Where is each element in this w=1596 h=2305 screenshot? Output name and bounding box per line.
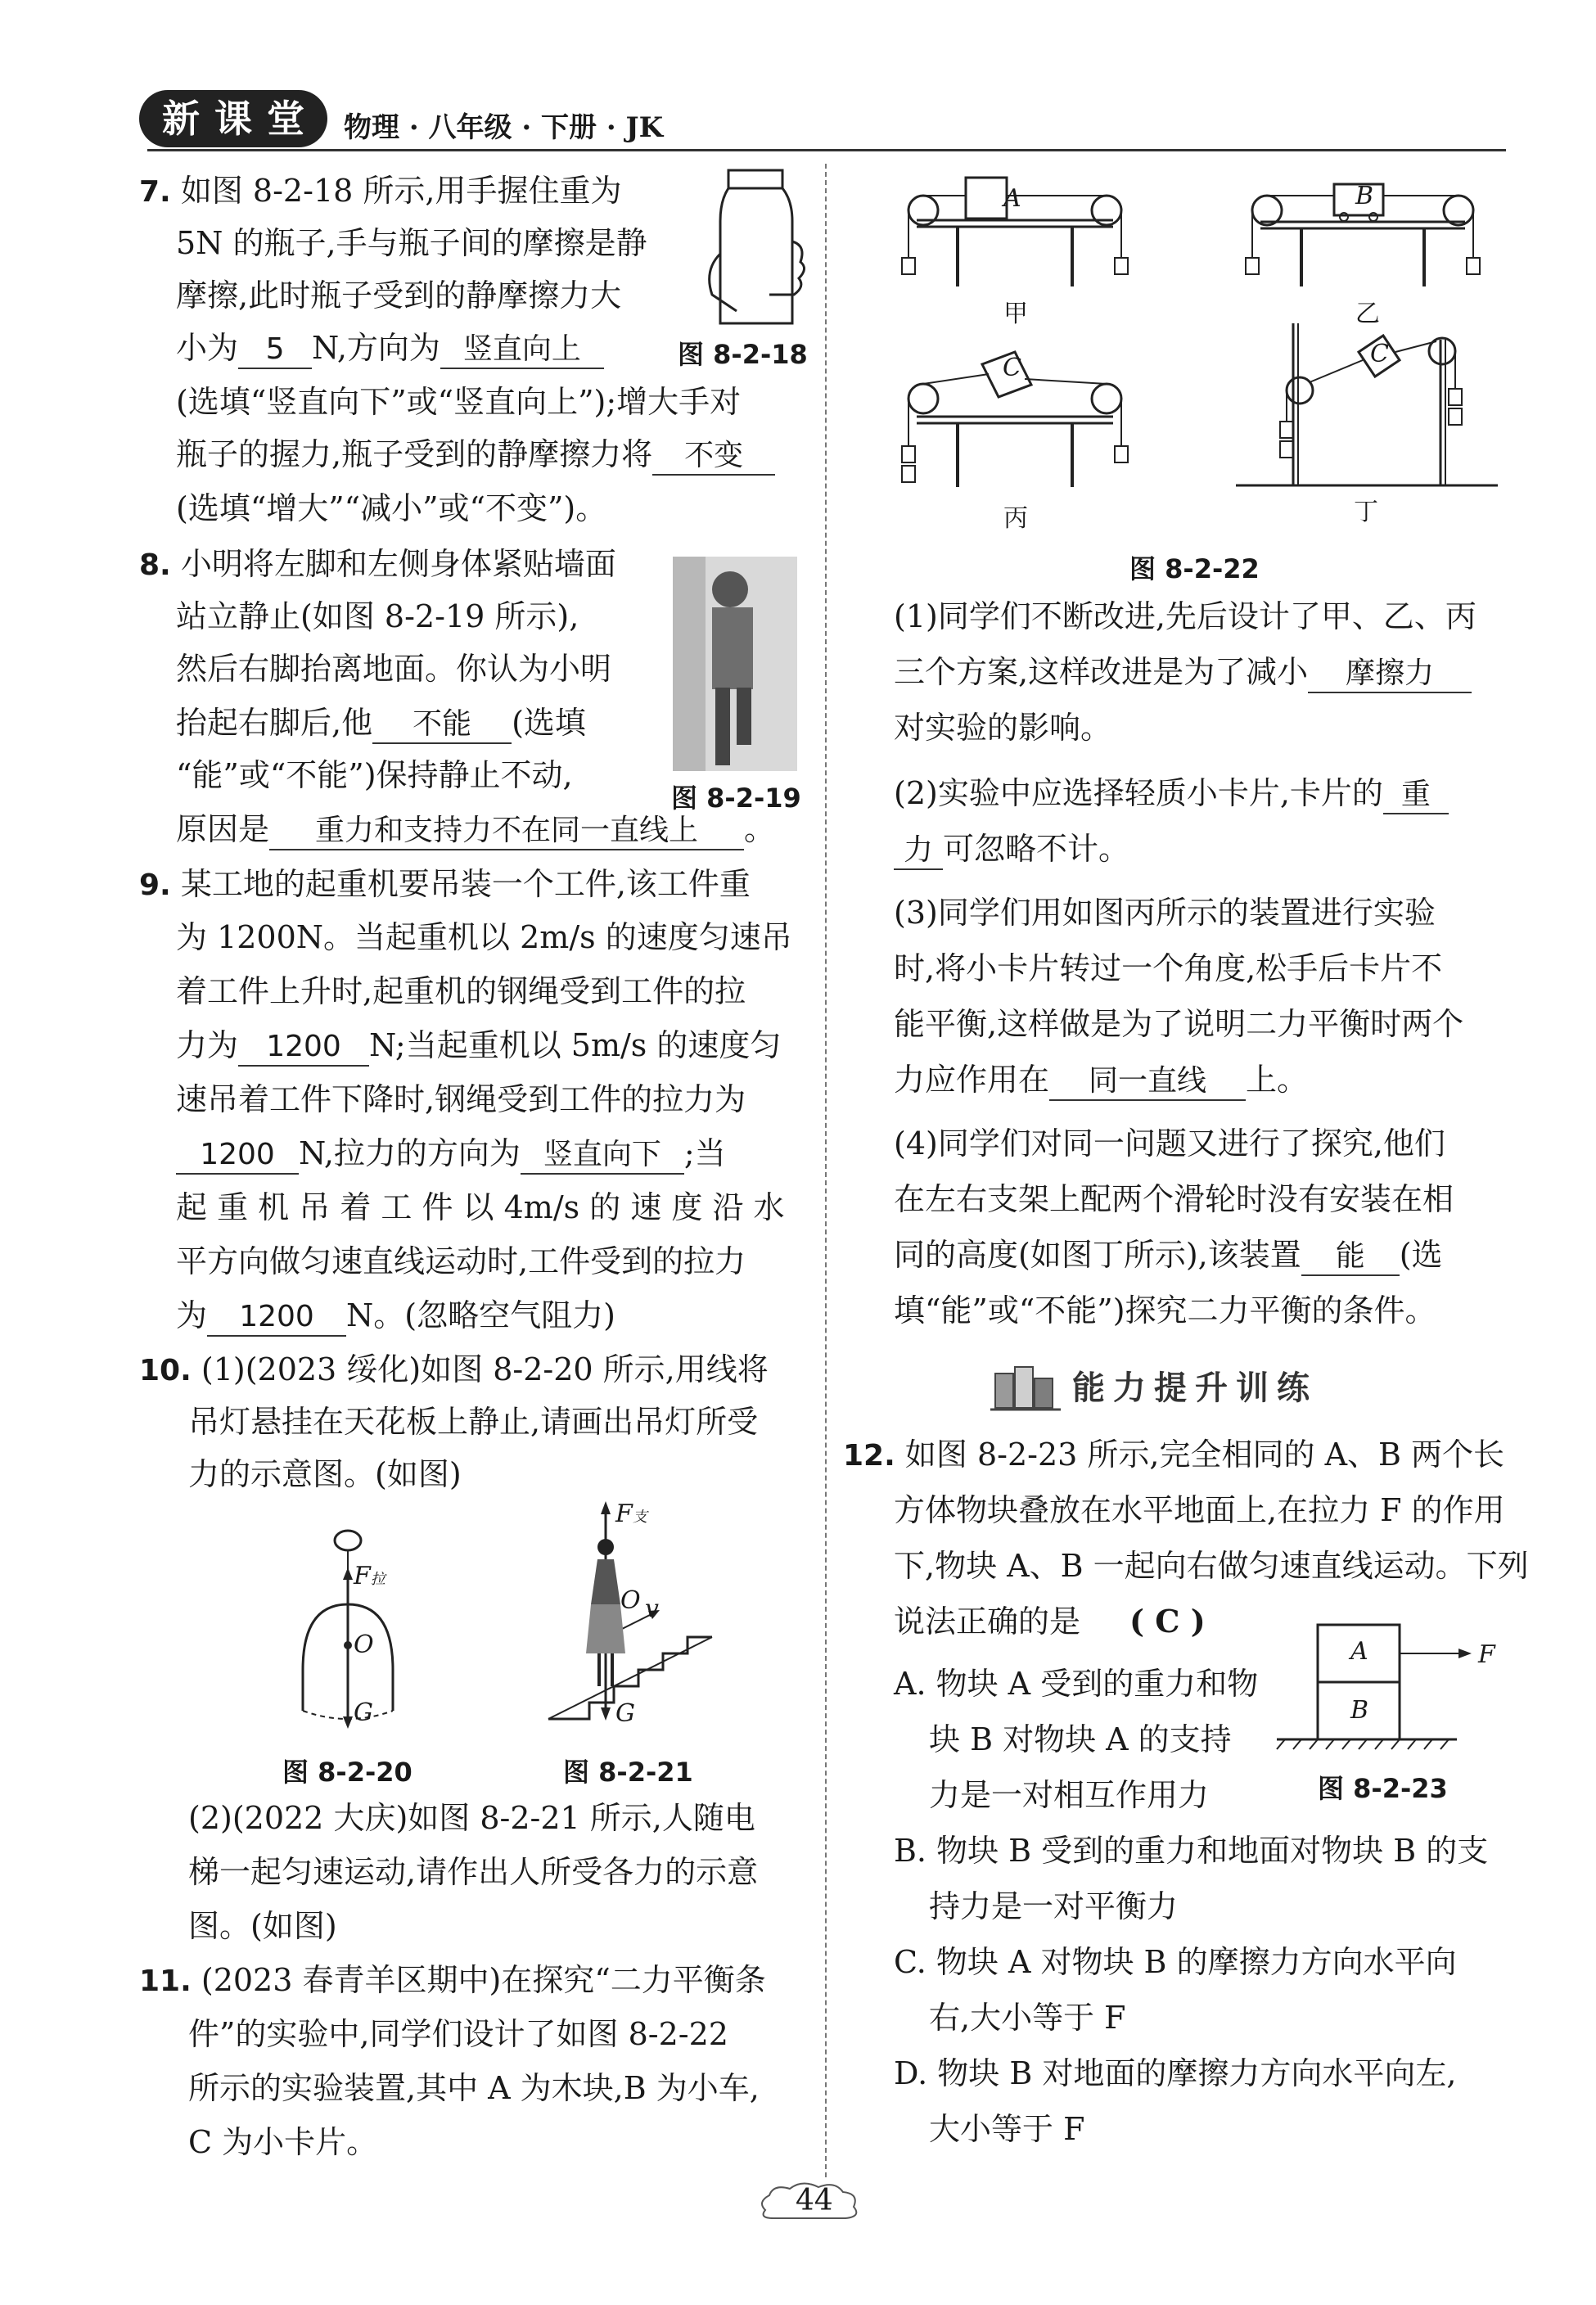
q9-answer-2: 1200 xyxy=(176,1137,299,1175)
q12-option-a-3: 力是一对相互作用力 xyxy=(929,1777,1210,1813)
q11-p4c: 同的高度(如图丁所示),该装置 xyxy=(894,1237,1301,1273)
q9-line-2: 为 1200N。当起重机以 2m/s 的速度匀速吊 xyxy=(176,919,792,955)
label-jia: 甲 xyxy=(1003,300,1028,328)
q9-line-5: 速吊着工件下降时,钢绳受到工件的拉力为 xyxy=(176,1081,746,1117)
q11-p3c: 能平衡,这样做是为了说明二力平衡时两个 xyxy=(894,1006,1464,1042)
q12-option-d-2: 大小等于 F xyxy=(929,2111,1085,2147)
q9-answer-4: 1200 xyxy=(207,1299,346,1337)
q8-line-5: “能”或“不能”)保持静止不动, xyxy=(176,757,573,793)
label-ding: 丁 xyxy=(1354,498,1378,526)
q7-line-1: 如图 8-2-18 所示,用手握住重为 xyxy=(180,173,622,209)
q10-line-5: 梯一起匀速运动,请作出人所受各力的示意 xyxy=(188,1854,759,1890)
q9-answer-1: 1200 xyxy=(238,1029,369,1067)
q9-line-4b: N;当起重机以 5m/s 的速度匀 xyxy=(369,1027,782,1063)
q12-option-c-1: C. 物块 A 对物块 B 的摩擦力方向水平向 xyxy=(894,1944,1457,1980)
q12-option-d-1: D. 物块 B 对地面的摩擦力方向水平向左, xyxy=(894,2055,1457,2091)
force-f-label: F xyxy=(1478,1640,1495,1669)
page-number: 44 xyxy=(796,2184,833,2217)
q12-line-1: 如图 8-2-23 所示,完全相同的 A、B 两个长 xyxy=(904,1437,1505,1473)
q12-option-b-1: B. 物块 B 受到的重力和地面对物块 B 的支 xyxy=(894,1833,1489,1869)
q10-line-1: (1)(2023 绥化)如图 8-2-20 所示,用线将 xyxy=(201,1351,769,1387)
q12-option-a-2: 块 B 对物块 A 的支持 xyxy=(929,1721,1232,1757)
escalator-force-f: F xyxy=(615,1500,633,1528)
q11-p3e: 上。 xyxy=(1246,1062,1309,1098)
q9-line-8: 平方向做匀速直线运动时,工件受到的拉力 xyxy=(176,1243,746,1279)
q11-answer-4: 能 xyxy=(1301,1238,1400,1276)
q12-option-a-1: A. 物块 A 受到的重力和物 xyxy=(894,1666,1259,1702)
q9-line-6b: ;当 xyxy=(683,1135,726,1171)
q11-line-3: 所示的实验装置,其中 A 为木块,B 为小车, xyxy=(188,2070,760,2106)
logo-char-3: 堂 xyxy=(267,97,304,141)
q7-answer-1: 5 xyxy=(238,332,312,369)
section-title: 能力提升训练 xyxy=(1072,1369,1318,1407)
q11-p4d: (选 xyxy=(1399,1237,1443,1273)
q12-line-2: 方体物块叠放在水平地面上,在拉力 F 的作用 xyxy=(894,1492,1505,1528)
q7-answer-3: 不变 xyxy=(652,438,775,476)
q8-number: 8. xyxy=(139,548,171,582)
q7-line-4b: N,方向为 xyxy=(312,330,440,366)
lamp-label-g: G xyxy=(354,1698,373,1727)
q8-line-2: 站立静止(如图 8-2-19 所示), xyxy=(176,598,579,634)
q12-answer: ( C ) xyxy=(1129,1603,1206,1640)
q11-line-2: 件”的实验中,同学们设计了如图 8-2-22 xyxy=(188,2016,728,2052)
q10-figure-caption-2: 图 8-2-21 xyxy=(563,1757,693,1788)
q9-number: 9. xyxy=(139,868,171,902)
q9-line-7: 起 重 机 吊 着 工 件 以 4m/s 的 速 度 沿 水 xyxy=(176,1189,785,1225)
block-a-label: A xyxy=(1003,184,1021,213)
block-a: A xyxy=(1350,1637,1368,1666)
q10-line-6: 图。(如图) xyxy=(188,1908,337,1944)
lamp-figure xyxy=(278,1522,409,1735)
label-bing: 丙 xyxy=(1003,504,1028,533)
books-icon xyxy=(990,1357,1064,1414)
q12-option-b-2: 持力是一对平衡力 xyxy=(929,1888,1179,1924)
logo-char-1: 新 xyxy=(162,97,200,141)
q11-line-4: C 为小卡片。 xyxy=(188,2124,378,2160)
q11-p3a: (3)同学们用如图丙所示的装置进行实验 xyxy=(894,895,1436,931)
header-rule xyxy=(147,149,1506,151)
header-subtitle: 物理 · 八年级 · 下册 · JK xyxy=(344,111,664,144)
logo-badge xyxy=(139,90,327,147)
q11-figure-caption: 图 8-2-22 xyxy=(1129,553,1260,584)
q8-line-4a: 抬起右脚后,他 xyxy=(176,705,373,741)
q11-p2b: 可忽略不计。 xyxy=(943,831,1130,867)
q7-number: 7. xyxy=(139,175,171,209)
lamp-force-subscript: 拉 xyxy=(370,1571,385,1588)
q7-line-7: (选填“增大”“减小”或“不变”)。 xyxy=(176,490,607,526)
q7-line-6a: 瓶子的握力,瓶子受到的静摩擦力将 xyxy=(176,436,653,472)
q9-line-6a: N,拉力的方向为 xyxy=(299,1135,521,1171)
lamp-force-f: F xyxy=(354,1562,371,1590)
q11-p2a: (2)实验中应选择轻质小卡片,卡片的 xyxy=(894,775,1383,811)
q10-line-4: (2)(2022 大庆)如图 8-2-21 所示,人随电 xyxy=(188,1800,755,1836)
escalator-label-v: v xyxy=(645,1595,659,1623)
q12-line-4: 说法正确的是 xyxy=(894,1604,1081,1640)
q11-p1c: 对实验的影响。 xyxy=(894,710,1112,746)
q8-figure-caption: 图 8-2-19 xyxy=(671,783,801,814)
block-b: B xyxy=(1350,1696,1369,1725)
escalator-force-subscript: 支 xyxy=(632,1509,647,1526)
q7-line-3: 摩擦,此时瓶子受到的静摩擦力大 xyxy=(176,277,622,313)
escalator-label-o: O xyxy=(620,1586,641,1615)
q9-answer-3: 竖直向下 xyxy=(521,1137,684,1175)
q12-option-c-2: 右,大小等于 F xyxy=(929,2000,1126,2036)
q10-number: 10. xyxy=(139,1354,192,1387)
q11-answer-2b: 力 xyxy=(894,832,943,870)
card-c-label-bing: C xyxy=(1003,354,1021,382)
bottle-hand-figure xyxy=(704,164,810,332)
person-against-wall-photo xyxy=(673,557,797,771)
q8-line-6a: 原因是 xyxy=(176,811,270,847)
q9-line-1: 某工地的起重机要吊装一个工件,该工件重 xyxy=(180,866,751,902)
q8-answer-1: 不能 xyxy=(372,706,512,744)
q9-line-4a: 力为 xyxy=(176,1027,239,1063)
q7-line-4a: 小为 xyxy=(176,330,239,366)
q7-line-5: (选填“竖直向下”或“竖直向上”);增大手对 xyxy=(176,384,742,420)
block-b-label: B xyxy=(1355,182,1374,210)
q12-figure-caption: 图 8-2-23 xyxy=(1318,1773,1448,1804)
q11-p4a: (4)同学们对同一问题又进行了探究,他们 xyxy=(894,1125,1445,1162)
q7-answer-2: 竖直向上 xyxy=(440,332,604,369)
q8-answer-2: 重力和支持力不在同一直线上 xyxy=(269,813,744,850)
card-c-label-ding: C xyxy=(1370,340,1389,368)
q11-p3d: 力应作用在 xyxy=(894,1062,1050,1098)
q10-line-3: 力的示意图。(如图) xyxy=(188,1456,462,1492)
q11-answer-3: 同一直线 xyxy=(1049,1063,1246,1101)
label-yi: 乙 xyxy=(1355,300,1380,328)
q7-line-2: 5N 的瓶子,手与瓶子间的摩擦是静 xyxy=(176,225,647,261)
q8-line-1: 小明将左脚和左侧身体紧贴墙面 xyxy=(180,546,616,582)
q8-line-6b: 。 xyxy=(744,811,776,847)
column-separator xyxy=(825,164,827,2177)
q10-line-2: 吊灯悬挂在天花板上静止,请画出吊灯所受 xyxy=(188,1404,759,1440)
q11-answer-2a: 重 xyxy=(1383,777,1449,814)
escalator-label-g: G xyxy=(615,1699,635,1728)
q11-line-1: (2023 春青羊区期中)在探究“二力平衡条 xyxy=(201,1962,766,1998)
q8-line-3: 然后右脚抬离地面。你认为小明 xyxy=(176,651,612,687)
q11-p3b: 时,将小卡片转过一个角度,松手后卡片不 xyxy=(894,950,1443,986)
q11-p1b: 三个方案,这样改进是为了减小 xyxy=(894,654,1309,690)
q11-p1a: (1)同学们不断改进,先后设计了甲、乙、丙 xyxy=(894,598,1477,634)
q12-line-3: 下,物块 A、B 一起向右做匀速直线运动。下列 xyxy=(894,1548,1529,1584)
stacked-blocks-figure xyxy=(1269,1617,1514,1756)
q7-figure-caption: 图 8-2-18 xyxy=(678,339,808,370)
q9-line-3: 着工件上升时,起重机的钢绳受到工件的拉 xyxy=(176,973,746,1009)
q10-figure-caption-1: 图 8-2-20 xyxy=(282,1757,413,1788)
q9-line-9b: N。(忽略空气阻力) xyxy=(346,1297,615,1333)
q12-number: 12. xyxy=(843,1439,895,1473)
q11-number: 11. xyxy=(139,1964,192,1998)
logo-char-2: 课 xyxy=(214,97,252,141)
q11-p4b: 在左右支架上配两个滑轮时没有安装在相 xyxy=(894,1181,1454,1217)
lamp-label-o: O xyxy=(354,1631,374,1659)
q8-line-4b: (选填 xyxy=(512,705,586,741)
q11-p4e: 填“能”或“不能”)探究二力平衡的条件。 xyxy=(894,1292,1436,1328)
q9-line-9a: 为 xyxy=(176,1297,208,1333)
q11-answer-1: 摩擦力 xyxy=(1308,656,1472,693)
